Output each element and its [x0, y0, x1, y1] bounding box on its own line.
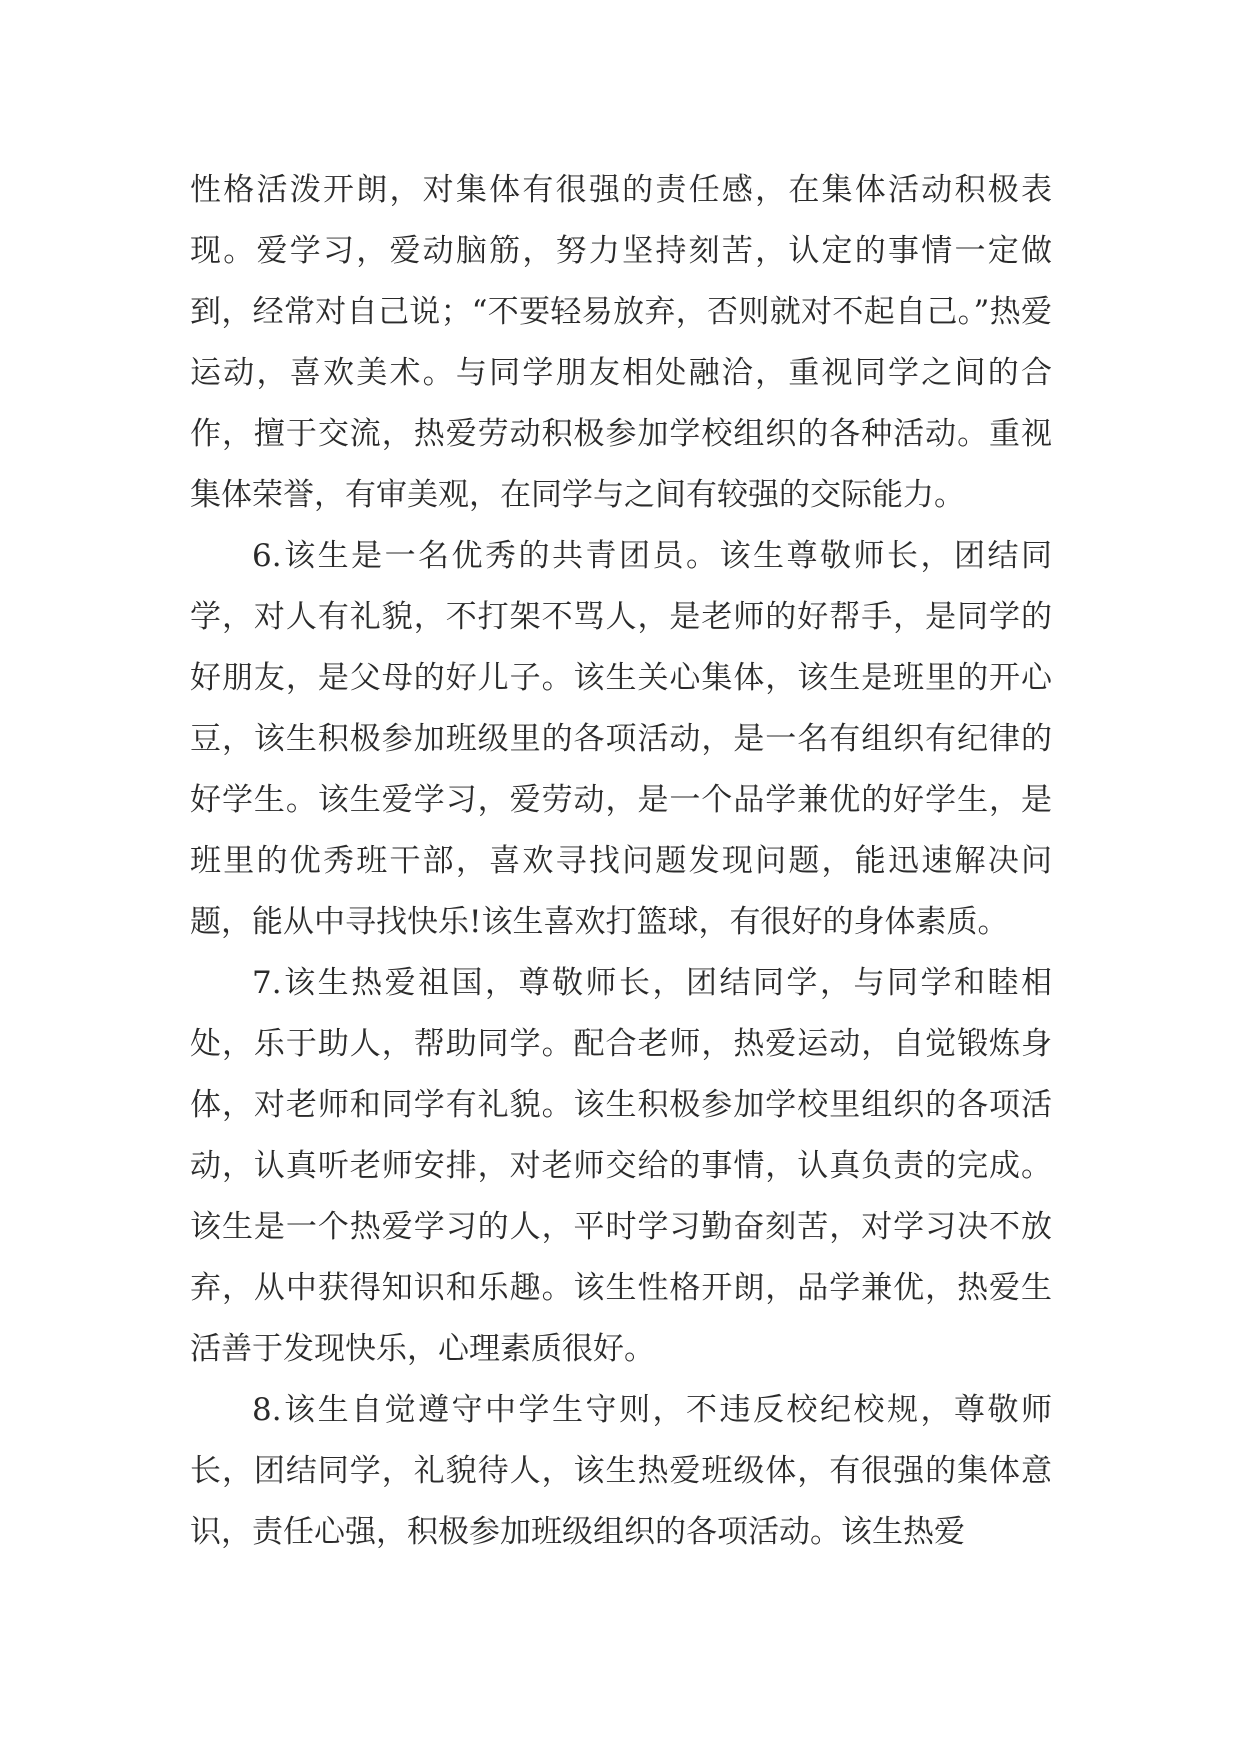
paragraph-item-6: 6.该生是一名优秀的共青团员。该生尊敬师长，团结同学，对人有礼貌，不打架不骂人，是老师的好帮手，是同学的好朋友，是父母的好儿子。该生关心集体，该生是班里的开心豆，该生积极参加班级里的各项活动，是一名有组织有纪律的好学生。该生爱学习，爱劳动，是一个品学兼优的好学生，是班里的优秀班干部，喜欢寻找问题发现问题，能迅速解决问题，能从中寻找快乐!该生喜欢打篮球，有很好的身体素质。	[190, 538, 1052, 940]
paragraph-item-7: 7.该生热爱祖国，尊敬师长，团结同学，与同学和睦相处，乐于助人，帮助同学。配合老师，热爱运动，自觉锻炼身体，对老师和同学有礼貌。该生积极参加学校里组织的各项活动，认真听老师安排，对老师交给的事情，认真负责的完成。该生是一个热爱学习的人，平时学习勤奋刻苦，对学习决不放弃，从中获得知识和乐趣。该生性格开朗，品学兼优，热爱生活善于发现快乐，心理素质很好。	[190, 965, 1052, 1367]
paragraph-item-8: 8.该生自觉遵守中学生守则，不违反校纪校规，尊敬师长，团结同学，礼貌待人，该生热爱班级体，有很强的集体意识，责任心强，积极参加班级组织的各项活动。该生热爱	[190, 1392, 1052, 1550]
paragraph-continuation: 性格活泼开朗，对集体有很强的责任感，在集体活动积极表现。爱学习，爱动脑筋，努力坚持刻苦，认定的事情一定做到，经常对自己说；“不要轻易放弃，否则就对不起自己。”热爱运动，喜欢美术。与同学朋友相处融洽，重视同学之间的合作，擅于交流，热爱劳动积极参加学校组织的各种活动。重视集体荣誉，有审美观，在同学与之间有较强的交际能力。	[190, 172, 1052, 513]
document-body	[190, 160, 1052, 1563]
